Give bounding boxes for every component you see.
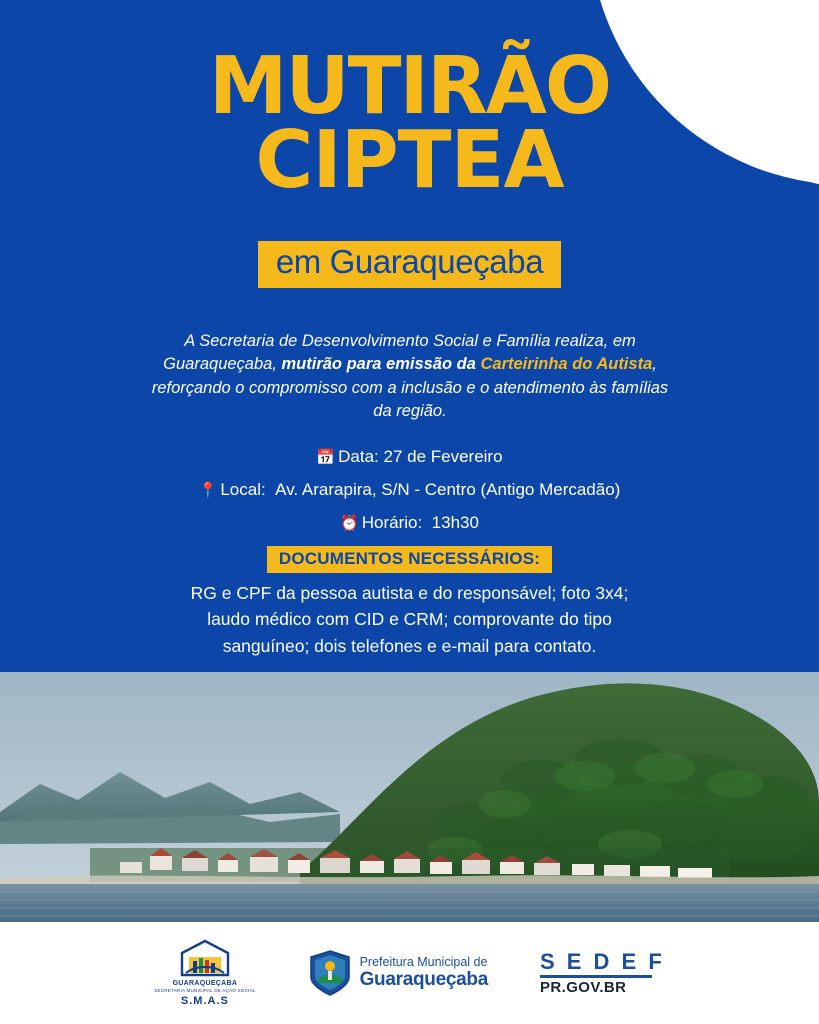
- lead-bold: mutirão para emissão da: [281, 355, 481, 374]
- time-value: 13h30: [431, 513, 479, 533]
- coat-of-arms-icon: [308, 949, 352, 997]
- lead-part-1: A Secretaria de Desenvolvimento Social e Família realiza, em Guaraqueçaba,: [163, 332, 636, 374]
- detail-row-time: [0, 506, 819, 539]
- smas-line-3: S.M.A.S: [180, 994, 229, 1007]
- smas-logo: [154, 939, 255, 1007]
- documents-section: [0, 546, 819, 659]
- event-details: [0, 440, 819, 539]
- detail-row-date: [0, 440, 819, 473]
- documents-list: [0, 580, 819, 659]
- smas-emblem-icon: [178, 939, 232, 979]
- place-label: Local:: [220, 480, 266, 500]
- page-title: [0, 40, 819, 206]
- title-line-1: MUTIRÃO: [208, 40, 611, 132]
- sedef-line-1: S E D E F: [539, 949, 665, 974]
- subtitle-container: [0, 241, 819, 288]
- date-label: Data:: [338, 447, 379, 466]
- prefeitura-line-2: Guaraqueçaba: [359, 968, 488, 990]
- title-line-2: CIPTEA: [255, 113, 564, 206]
- subtitle-badge: em Guaraqueçaba: [258, 241, 561, 288]
- landscape-illustration: [0, 672, 819, 922]
- place-value: Av. Ararapira, S/N - Centro (Antigo Mercadão): [275, 480, 621, 500]
- time-label: Horário:: [361, 513, 423, 533]
- footer-logo-bar: [0, 922, 819, 1024]
- prefeitura-line-1: Prefeitura Municipal de: [359, 955, 488, 970]
- sedef-line-2: PR.GOV.BR: [539, 979, 627, 996]
- lead-part-2: , reforçando o compromisso com a inclusão e o atendimento às famílias da região.: [151, 355, 669, 421]
- date-value: 27 de Fevereiro: [383, 447, 503, 466]
- calendar-icon: 📅: [316, 449, 336, 466]
- lead-highlight: Carteirinha do Autista: [480, 355, 653, 374]
- sedef-divider: [540, 975, 652, 978]
- documents-line: RG e CPF da pessoa autista e do responsável; foto 3x4;: [190, 583, 629, 603]
- map-pin-icon: 📍: [198, 482, 218, 500]
- landscape-photo: [0, 672, 819, 922]
- smas-line-2: SECRETARIA MUNICIPAL DE AÇÃO SOCIAL: [154, 988, 256, 994]
- sedef-logo: [540, 951, 665, 995]
- prefeitura-text: [360, 956, 488, 989]
- documents-line: laudo médico com CID e CRM; comprovante do tipo: [207, 609, 612, 630]
- alarm-clock-icon: ⏰: [340, 515, 359, 533]
- detail-row-place: [0, 473, 819, 506]
- smas-line-1: GUARAQUEÇABA: [172, 980, 238, 988]
- documents-line: sanguíneo; dois telefones e e-mail para contato.: [222, 635, 597, 656]
- prefeitura-logo: [308, 949, 488, 997]
- documents-title: DOCUMENTOS NECESSÁRIOS:: [267, 546, 552, 573]
- lead-paragraph: [150, 330, 670, 424]
